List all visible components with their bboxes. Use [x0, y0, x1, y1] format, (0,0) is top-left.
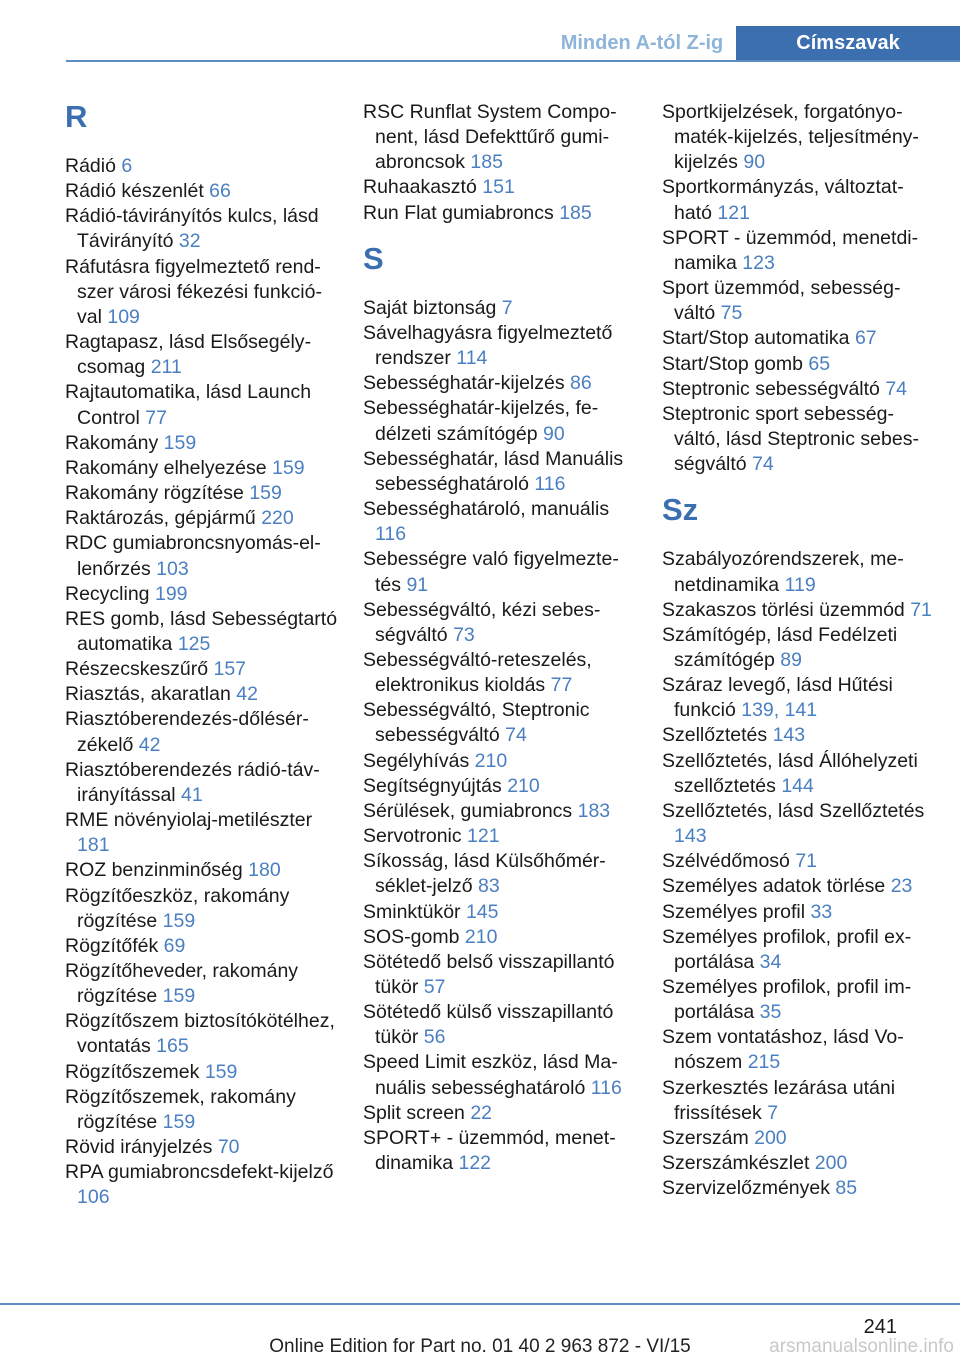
entry-page-link[interactable]: 74: [505, 724, 527, 747]
entry-term: Ragtapasz, lásd Elsősegélycsomag: [65, 331, 312, 379]
entry-page-link[interactable]: 159: [163, 431, 197, 454]
entry-page-link[interactable]: 210: [464, 925, 498, 948]
entry-page-link[interactable]: 125: [177, 632, 211, 655]
index-entry: [65, 1135, 340, 1160]
entry-term: Szem vontatáshoz, lásd Vonószem: [662, 1026, 904, 1074]
index-entry: [662, 925, 932, 975]
entry-page-link[interactable]: 157: [213, 658, 247, 681]
entry-page-link[interactable]: 180: [248, 859, 281, 882]
entry-term: Split screen: [363, 1101, 465, 1124]
index-entry: [65, 531, 340, 581]
index-entry: [65, 657, 340, 682]
entry-term: Sávelhagyásra figyelmeztető rendszer: [363, 321, 613, 370]
entry-page-link[interactable]: 74: [752, 453, 774, 476]
entry-term: Személyes adatok törlése: [662, 875, 886, 898]
entry-page-link[interactable]: 109: [107, 305, 140, 328]
entry-page-link[interactable]: 106: [77, 1186, 110, 1209]
entry-page-link[interactable]: 210: [507, 774, 540, 797]
index-entry: [363, 749, 638, 774]
entry-page-link[interactable]: 85: [835, 1177, 858, 1200]
entry-term: Start/Stop gomb: [662, 352, 803, 375]
edition-note: Online Edition for Part no. 01 40 2 963 872 - VI/15: [269, 1336, 691, 1357]
entry-term: Rögzítőszemek, rakomány rögzítése: [65, 1085, 296, 1133]
index-entry: [65, 607, 340, 657]
entry-term: Rövid irányjelzés: [65, 1136, 213, 1159]
index-entry: [363, 1050, 638, 1100]
entry-term: ROZ benzinminőség: [65, 859, 243, 882]
entry-term: Szakaszos törlési üzemmód: [662, 598, 905, 621]
entry-page-link[interactable]: 91: [406, 573, 429, 596]
entry-page-link[interactable]: 159: [162, 1110, 196, 1133]
entry-page-link[interactable]: 77: [550, 674, 573, 697]
entry-page-link[interactable]: 200: [754, 1126, 787, 1149]
entry-page-link[interactable]: 6: [121, 155, 133, 177]
index-entry: [65, 808, 340, 858]
entry-page-link[interactable]: 86: [570, 372, 592, 395]
page-number: 241: [863, 1316, 897, 1338]
entry-page-link[interactable]: 77: [145, 406, 167, 429]
entry-term: Sötétedő külső visszapillantó tükör: [363, 1001, 614, 1049]
entry-term: Rögzítőheveder, rakomány rögzítése: [65, 960, 299, 1008]
entry-term: RPA gumiabroncsdefekt-kijelző: [65, 1161, 334, 1184]
entry-page-link[interactable]: 23: [890, 875, 913, 898]
index-entry: [65, 1160, 340, 1210]
entry-page-link[interactable]: 185: [470, 151, 503, 174]
entry-page-link[interactable]: 165: [156, 1035, 189, 1058]
index-entry: [65, 1085, 340, 1135]
entry-page-link[interactable]: 116: [534, 472, 566, 495]
entry-page-link[interactable]: 143: [674, 825, 707, 848]
index-entry: [662, 874, 932, 899]
entry-term: Rádió készenlét: [65, 180, 204, 203]
index-entry: [65, 179, 340, 204]
entry-page-link[interactable]: 159: [249, 482, 282, 505]
section-letter: S: [363, 240, 384, 276]
entry-page-link[interactable]: 122: [458, 1152, 492, 1175]
entry-term: Riasztóberendezés rádió-távirányítással: [65, 758, 320, 806]
entry-page-link[interactable]: 69: [163, 934, 186, 957]
index-entry: [662, 276, 932, 326]
entry-page-link[interactable]: 144: [781, 774, 814, 797]
entry-term: Sebességváltó-reteszelés, elektronikus kioldás: [363, 648, 592, 697]
index-entry: [65, 255, 340, 330]
entry-page-link[interactable]: 185: [559, 201, 592, 224]
entry-term: Riasztóberendezés-dőlésérzékelő: [65, 708, 309, 756]
entry-page-link[interactable]: 116: [375, 523, 407, 546]
entry-term: Szellőztetés, lásd Szellőztetés: [662, 799, 925, 822]
index-entry: [662, 1076, 932, 1126]
entry-page-link[interactable]: 65: [808, 352, 831, 375]
index-entry: [662, 547, 932, 597]
index-entry: [363, 648, 638, 698]
entry-page-link[interactable]: 71: [795, 850, 818, 873]
index-entry: [363, 799, 638, 824]
index-entry: [662, 849, 932, 874]
index-entry: [65, 154, 340, 179]
entry-page-link[interactable]: 71: [910, 598, 932, 621]
entry-page-link[interactable]: 143: [772, 724, 806, 747]
index-entry: [363, 371, 638, 396]
entry-page-link[interactable]: 200: [814, 1152, 848, 1175]
entry-page-link[interactable]: 159: [204, 1060, 238, 1083]
entry-page-link[interactable]: 119: [784, 573, 816, 596]
entry-page-link[interactable]: 22: [470, 1101, 493, 1124]
section-letter: Sz: [662, 492, 699, 528]
entry-term: Speed Limit eszköz, lásd Manuális sebességhatároló: [363, 1051, 618, 1099]
entry-term: Sebességhatár, lásd Manuális sebességhatároló: [363, 447, 624, 495]
entry-term: Szerszám: [662, 1126, 749, 1149]
entry-page-link[interactable]: 57: [423, 976, 446, 998]
entry-page-link[interactable]: 159: [272, 456, 305, 479]
index-entry: [363, 547, 638, 597]
entry-page-link[interactable]: 114: [456, 347, 488, 370]
entry-page-link[interactable]: 159: [162, 985, 196, 1008]
entry-term: Ráfutásra figyelmeztető rendszer városi fékezési funkcióval: [65, 255, 322, 328]
index-entry: [65, 858, 340, 883]
index-column-2: [363, 100, 638, 1176]
entry-term: Sebességhatár-kijelzés, fedélzeti számítógép: [363, 397, 599, 445]
entry-term: SOS-gomb: [363, 925, 460, 948]
entry-page-link[interactable]: 75: [720, 302, 743, 325]
entry-page-link[interactable]: 151: [482, 176, 515, 199]
index-entry: [363, 321, 638, 371]
entry-term: Szellőztetés, lásd Állóhelyzeti szellőztetés: [662, 749, 918, 797]
entry-page-link[interactable]: 215: [747, 1051, 781, 1074]
entry-page-link[interactable]: 41: [181, 783, 203, 806]
entry-page-link[interactable]: 145: [465, 900, 499, 923]
entry-page-link[interactable]: 139, 141: [741, 699, 818, 722]
entry-term: Servotronic: [363, 825, 462, 848]
entry-term: Síkosság, lásd Külsőhőmérséklet-jelző: [363, 850, 606, 898]
entry-term: Sebességváltó, kézi sebességváltó: [363, 598, 601, 646]
entry-term: Száraz levegő, lásd Hűtési funkció: [662, 674, 893, 722]
index-column-1: [65, 100, 340, 1211]
index-entry: [363, 824, 638, 849]
entry-page-link[interactable]: 83: [477, 875, 500, 898]
header-active-section: Címszavak: [736, 26, 960, 60]
entry-page-link[interactable]: 116: [590, 1076, 622, 1099]
entry-page-link[interactable]: 103: [156, 557, 189, 580]
index-entry: [363, 849, 638, 899]
index-entry: [662, 1176, 932, 1201]
entry-term: Run Flat gumiabroncs: [363, 201, 554, 224]
index-entry: [363, 396, 638, 446]
entry-page-link[interactable]: 90: [543, 422, 565, 445]
index-entry: [662, 226, 932, 276]
index-entry: [363, 698, 638, 748]
entry-term: Sérülések, gumiabroncs: [363, 799, 573, 822]
entry-term: Riasztás, akaratlan: [65, 683, 231, 706]
entry-term: Sebességhatároló, manuális: [363, 498, 610, 521]
entry-term: Rögzítőeszköz, rakomány rögzítése: [65, 884, 290, 932]
index-entry: [662, 900, 932, 925]
entry-term: Steptronic sebességváltó: [662, 377, 880, 400]
entry-page-link[interactable]: 74: [885, 377, 908, 400]
index-entry: [662, 402, 932, 477]
index-entry: [65, 1009, 340, 1059]
index-entry: [363, 201, 638, 226]
entry-term: Személyes profilok, profil exportálása: [662, 925, 912, 973]
entry-term: Számítógép, lásd Fedélzeti számítógép: [662, 623, 898, 671]
index-entry: [363, 925, 638, 950]
index-entry: [65, 204, 340, 254]
entry-term: Segélyhívás: [363, 749, 470, 772]
entry-term: Saját biztonság: [363, 296, 497, 319]
index-entry: [662, 175, 932, 225]
index-entry: [65, 934, 340, 959]
index-entry: [662, 1025, 932, 1075]
entry-term: Szélvédőmosó: [662, 850, 790, 873]
entry-page-link[interactable]: 67: [854, 327, 877, 350]
index-entry: [65, 582, 340, 607]
entry-term: Ruhaakasztó: [363, 176, 477, 199]
entry-term: RME növényiolaj-metilészter: [65, 809, 313, 832]
index-entry: [662, 1126, 932, 1151]
entry-term: RSC Runflat System Component, lásd Defekttűrő gumiabroncsok: [363, 101, 617, 174]
entry-term: Rögzítőfék: [65, 934, 159, 957]
index-entry: [662, 1151, 932, 1176]
index-entry: [65, 431, 340, 456]
entry-page-link[interactable]: 42: [236, 683, 258, 706]
entry-page-link[interactable]: 34: [759, 950, 782, 973]
index-column-3: [662, 100, 932, 1201]
entry-term: Rádió: [65, 155, 116, 177]
entry-page-link[interactable]: 56: [423, 1026, 446, 1049]
index-entry: [363, 175, 638, 200]
entry-term: Szerszámkészlet: [662, 1152, 810, 1175]
entry-page-link[interactable]: 7: [767, 1101, 779, 1124]
entry-term: SPORT+ - üzemmód, menetdinamika: [363, 1126, 616, 1175]
entry-term: Recycling: [65, 582, 150, 605]
index-entry: [363, 1101, 638, 1126]
entry-page-link[interactable]: 66: [209, 180, 231, 203]
entry-page-link[interactable]: 121: [717, 201, 750, 224]
index-entry: [363, 296, 638, 321]
index-entry: [363, 1000, 638, 1050]
entry-term: Segítségnyújtás: [363, 774, 502, 797]
index-entry: [65, 1060, 340, 1085]
index-entry: [662, 352, 932, 377]
entry-term: Szervizelőzmények: [662, 1177, 830, 1200]
entry-term: Sebességváltó, Steptronic sebességváltó: [363, 699, 590, 747]
index-entry: [65, 682, 340, 707]
entry-page-link[interactable]: 121: [467, 825, 500, 848]
index-entry: [662, 598, 932, 623]
entry-page-link[interactable]: 90: [743, 151, 766, 174]
index-entry: [662, 799, 932, 849]
index-entry: [363, 497, 638, 547]
entry-term: Személyes profil: [662, 900, 806, 923]
entry-page-link[interactable]: 220: [261, 507, 294, 530]
section-letter: R: [65, 99, 88, 134]
entry-page-link[interactable]: 89: [780, 648, 802, 671]
entry-term: RES gomb, lásd Sebességtartó automatika: [65, 607, 338, 655]
footer-rule: [0, 1303, 960, 1305]
header-rule: [66, 60, 960, 62]
entry-page-link[interactable]: 159: [162, 909, 196, 932]
entry-term: Sötétedő belső visszapillantó tükör: [363, 950, 615, 998]
entry-page-link[interactable]: 210: [474, 749, 508, 772]
entry-term: Start/Stop automatika: [662, 327, 850, 350]
index-entry: [65, 884, 340, 934]
entry-term: Rögzítőszemek: [65, 1060, 200, 1083]
entry-term: Sebességhatár-kijelzés: [363, 372, 565, 395]
entry-term: Rádió-távirányítós kulcs, lásd Távirányító: [65, 205, 319, 253]
entry-page-link[interactable]: 181: [77, 834, 110, 857]
index-entry: [363, 100, 638, 175]
index-entry: [662, 749, 932, 799]
entry-term: RDC gumiabroncsnyomás-ellenőrzés: [65, 532, 321, 580]
entry-term: Rakomány elhelyezése: [65, 456, 267, 479]
index-entry: [363, 598, 638, 648]
index-entry: [363, 447, 638, 497]
entry-page-link[interactable]: 199: [154, 582, 188, 605]
entry-page-link[interactable]: 42: [138, 733, 161, 756]
entry-term: SPORT - üzemmód, menetdinamika: [662, 226, 919, 274]
entry-term: Rögzítőszem biztosítókötélhez, vontatás: [65, 1010, 335, 1058]
index-entry: [65, 959, 340, 1009]
index-entry: [65, 506, 340, 531]
entry-page-link[interactable]: 7: [501, 296, 513, 319]
entry-page-link[interactable]: 123: [742, 251, 775, 274]
index-entry: [662, 723, 932, 748]
index-entry: [65, 456, 340, 481]
header-section-title: Minden A-tól Z-ig: [548, 26, 736, 60]
entry-term: Szerkesztés lezárása utáni frissítések: [662, 1076, 896, 1124]
entry-term: Sport üzemmód, sebességváltó: [662, 277, 901, 325]
entry-term: Sminktükör: [363, 900, 461, 923]
entry-page-link[interactable]: 33: [810, 900, 833, 923]
entry-term: Rakomány: [65, 431, 159, 454]
entry-term: Steptronic sport sebességváltó, lásd Steptronic sebességváltó: [662, 402, 919, 476]
entry-page-link[interactable]: 211: [150, 356, 182, 379]
entry-term: Rajtautomatika, lásd Launch Control: [65, 381, 312, 429]
index-entry: [662, 673, 932, 723]
index-entry: [363, 1126, 638, 1176]
entry-term: Sportkormányzás, változtatható: [662, 176, 904, 224]
entry-page-link[interactable]: 35: [759, 1001, 782, 1024]
entry-page-link[interactable]: 73: [453, 623, 475, 646]
entry-page-link[interactable]: 70: [217, 1136, 240, 1159]
index-entry: [662, 623, 932, 673]
entry-term: Rakomány rögzítése: [65, 482, 244, 505]
index-entry: [363, 900, 638, 925]
index-entry: [65, 758, 340, 808]
index-entry: [662, 975, 932, 1025]
entry-term: Személyes profilok, profil importálása: [662, 976, 912, 1024]
entry-term: Raktározás, gépjármű: [65, 507, 256, 530]
entry-term: Sportkijelzések, forgatónyomaték-kijelzés, teljesítménykijelzés: [662, 101, 919, 174]
entry-term: Sebességre való figyelmeztetés: [363, 548, 619, 596]
index-entry: [65, 380, 340, 430]
index-entry: [662, 377, 932, 402]
entry-page-link[interactable]: 32: [178, 230, 201, 253]
index-entry: [363, 950, 638, 1000]
watermark: arsmanualsonline.info: [769, 1336, 954, 1357]
entry-term: Szellőztetés: [662, 724, 768, 747]
index-entry: [65, 330, 340, 380]
index-entry: [65, 481, 340, 506]
index-entry: [662, 326, 932, 351]
index-entry: [65, 707, 340, 757]
index-entry: [662, 100, 932, 175]
entry-page-link[interactable]: 183: [577, 799, 611, 822]
entry-term: Szabályozórendszerek, menetdinamika: [662, 548, 904, 596]
index-entry: [363, 774, 638, 799]
entry-term: Részecskeszűrő: [65, 658, 209, 681]
